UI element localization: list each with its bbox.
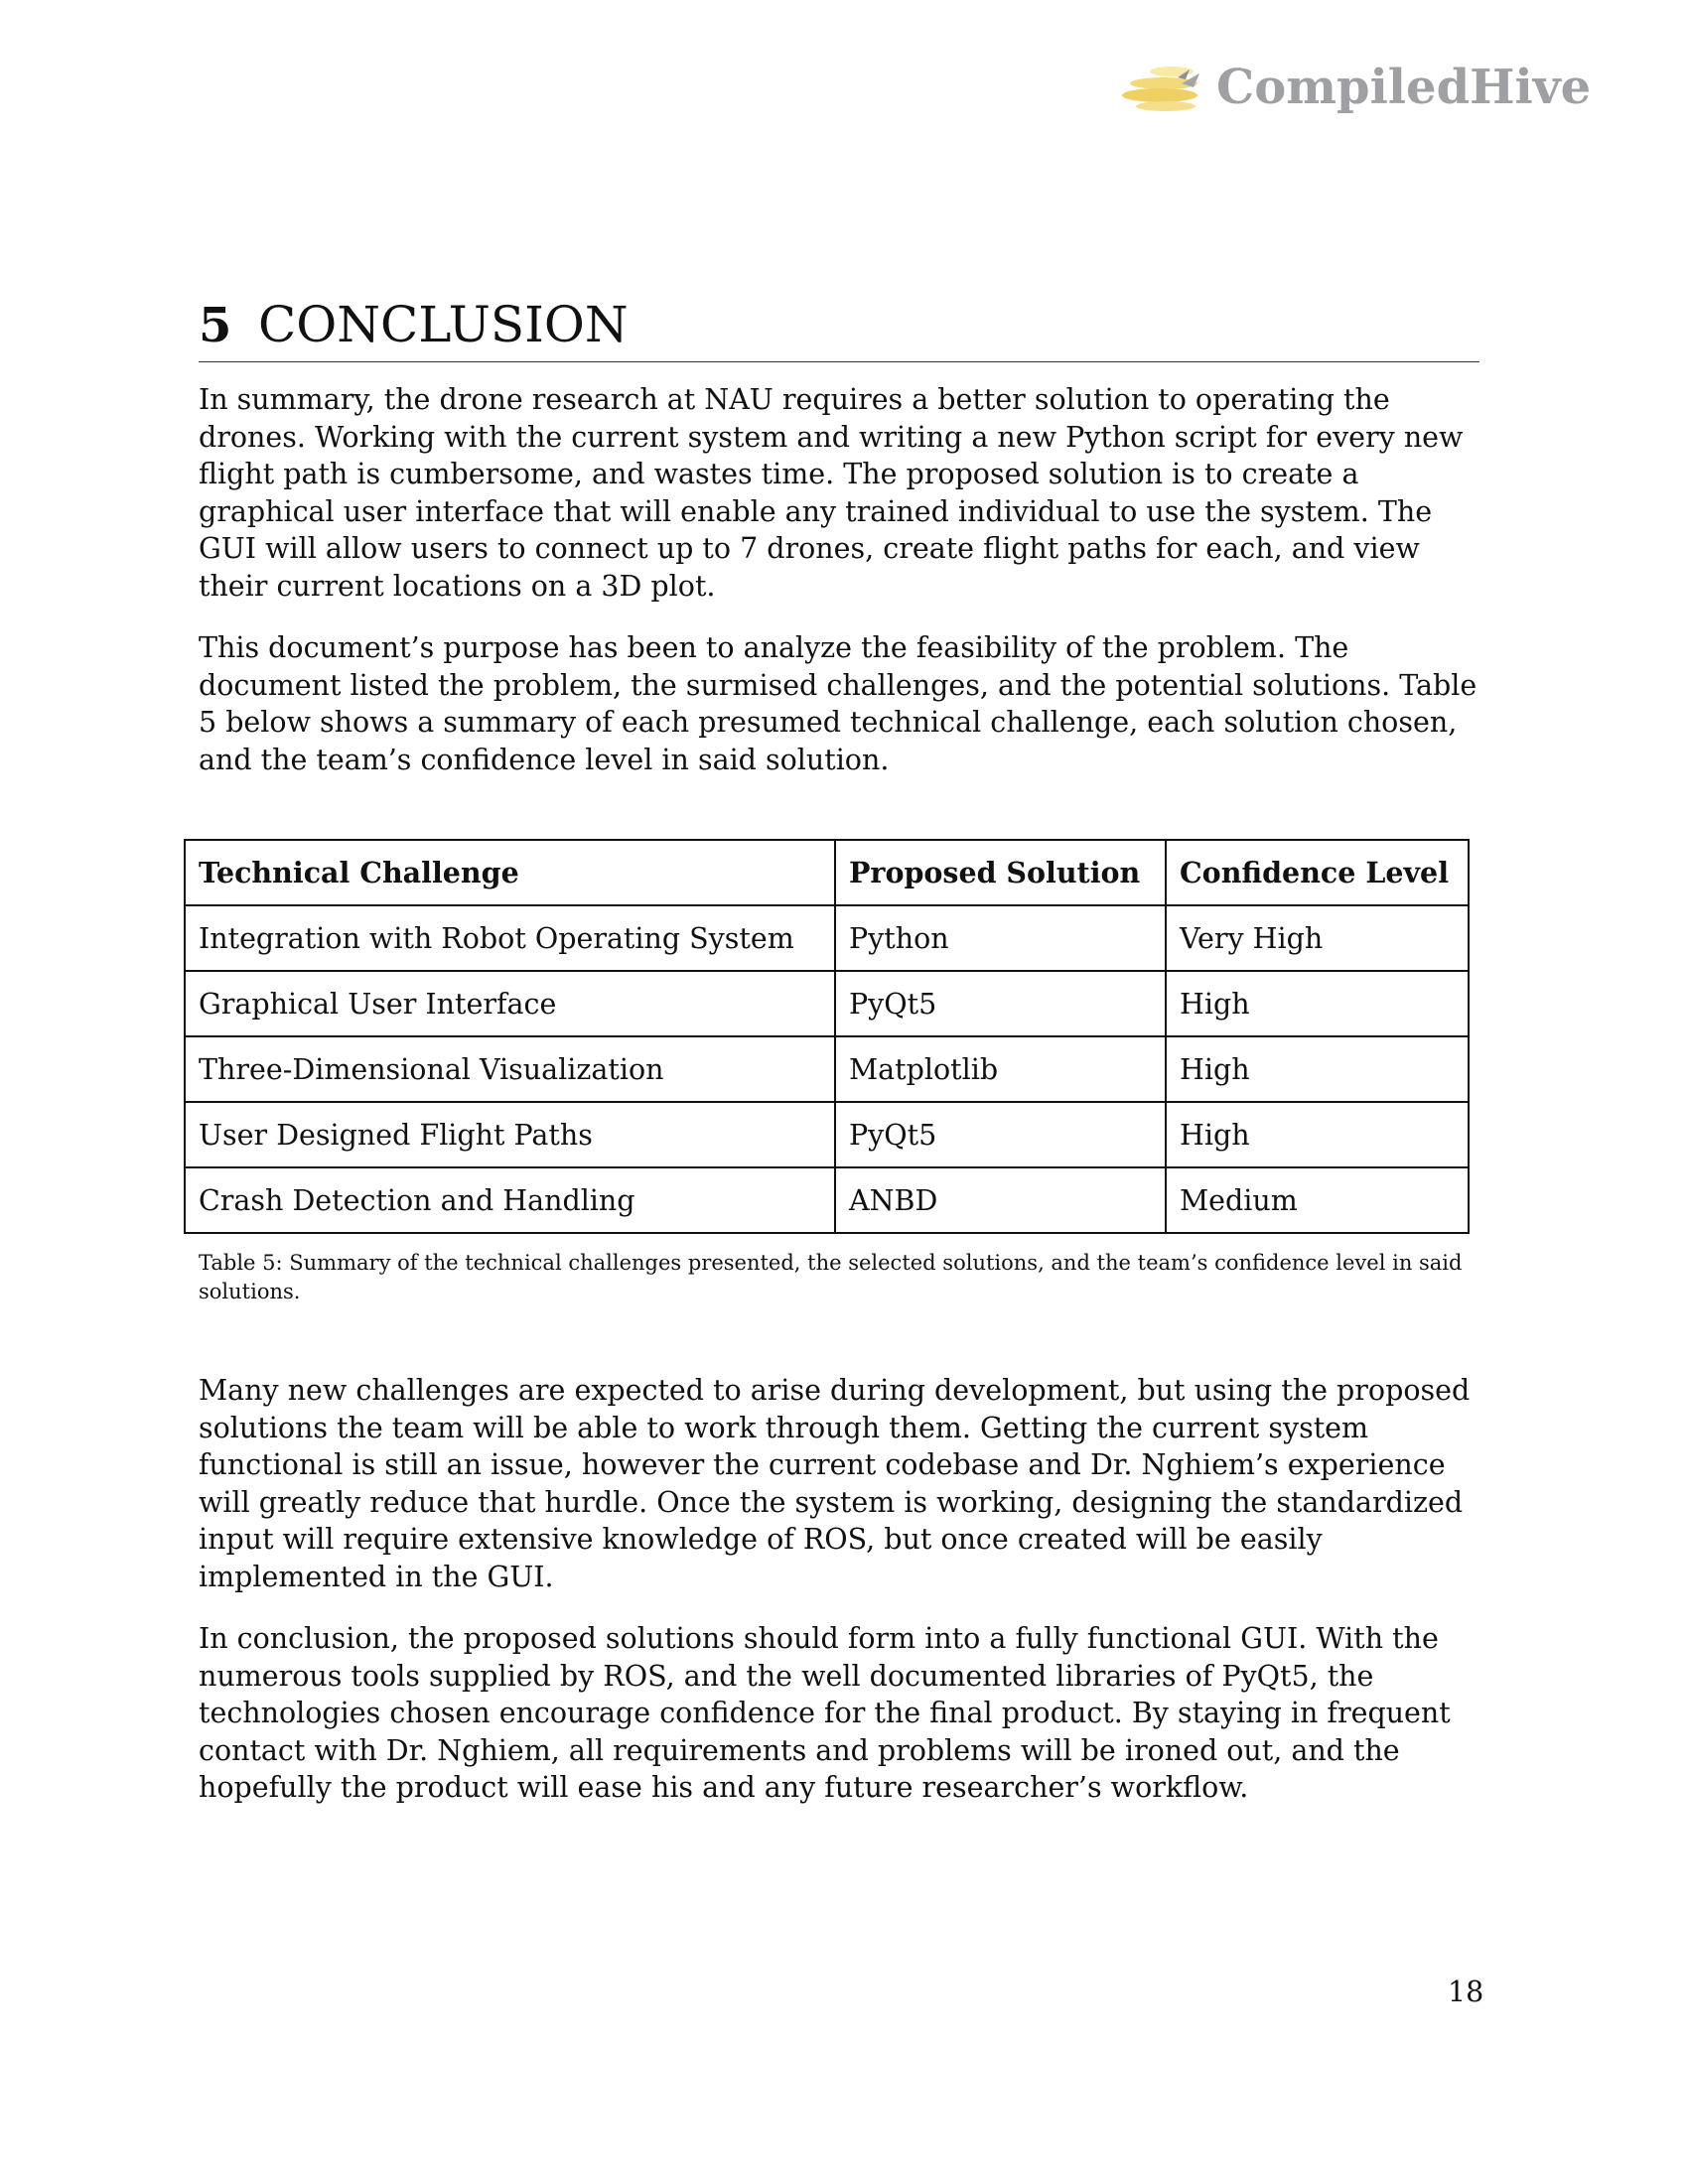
bee-logo-icon <box>1120 62 1215 117</box>
cell-confidence: Medium <box>1166 1167 1469 1233</box>
cell-challenge: Graphical User Interface <box>185 971 835 1036</box>
cell-challenge: Integration with Robot Operating System <box>185 905 835 971</box>
cell-solution: PyQt5 <box>835 971 1166 1036</box>
cell-solution: PyQt5 <box>835 1102 1166 1167</box>
cell-confidence: High <box>1166 1036 1469 1102</box>
page-number: 18 <box>1448 1976 1484 2008</box>
table-row <box>185 905 1469 971</box>
paragraph-purpose: This document’s purpose has been to analyze the feasibility of the problem. The document listed the problem, the surmised challenges, and the potential solutions. Table 5 below shows a summary of each presumed technical challenge, each solution chosen, and the team’s confidence level in said solution. <box>199 631 1477 776</box>
section-title: CONCLUSION <box>258 296 629 353</box>
cell-confidence: High <box>1166 1102 1469 1167</box>
table-row <box>185 971 1469 1036</box>
cell-challenge: Three-Dimensional Visualization <box>185 1036 835 1102</box>
table-caption: Table 5: Summary of the technical challenges presented, the selected solutions, and the team’s confidence level in said solutions. <box>199 1251 1463 1303</box>
cell-challenge: User Designed Flight Paths <box>185 1102 835 1167</box>
cell-solution: Matplotlib <box>835 1036 1166 1102</box>
section-heading <box>199 296 1479 362</box>
summary-table <box>184 839 1470 1234</box>
paragraph-challenges: Many new challenges are expected to arise during development, but using the proposed solutions the team will be able to work through them. Getting the current system functional is still an issue, however the current codebase and Dr. Nghiem’s experience will greatly reduce that hurdle. Once the system is working, designing the standardized input will require extensive knowledge of ROS, but once created will be easily implemented in the GUI. <box>199 1374 1471 1593</box>
paragraph-conclusion: In conclusion, the proposed solutions should form into a fully functional GUI. With the numerous tools supplied by ROS, and the well documented libraries of PyQt5, the technologies chosen encourage confidence for the final product. By staying in frequent contact with Dr. Nghiem, all requirements and problems will be ironed out, and the hopefully the product will ease his and any future researcher’s workflow. <box>199 1622 1451 1804</box>
section-number: 5 <box>199 298 232 353</box>
header-proposed-solution: Proposed Solution <box>835 840 1166 905</box>
cell-confidence: Very High <box>1166 905 1469 971</box>
paragraph-summary: In summary, the drone research at NAU requires a better solution to operating the drones. Working with the current system and writing a new Python script for every new flight path is cumbersome, and wastes time. The proposed solution is to create a graphical user interface that will enable any trained individual to use the system. The GUI will allow users to connect up to 7 drones, create flight paths for each, and view their current locations on a 3D plot. <box>199 383 1464 603</box>
logo-text: CompiledHive <box>1216 60 1592 115</box>
cell-solution: Python <box>835 905 1166 971</box>
cell-challenge: Crash Detection and Handling <box>185 1167 835 1233</box>
cell-confidence: High <box>1166 971 1469 1036</box>
table-header-row <box>185 840 1469 905</box>
cell-solution: ANBD <box>835 1167 1166 1233</box>
compiledhive-logo <box>1120 58 1592 127</box>
table-row <box>185 1036 1469 1102</box>
table-row <box>185 1167 1469 1233</box>
header-technical-challenge: Technical Challenge <box>185 840 835 905</box>
table-row <box>185 1102 1469 1167</box>
header-confidence-level: Confidence Level <box>1166 840 1469 905</box>
